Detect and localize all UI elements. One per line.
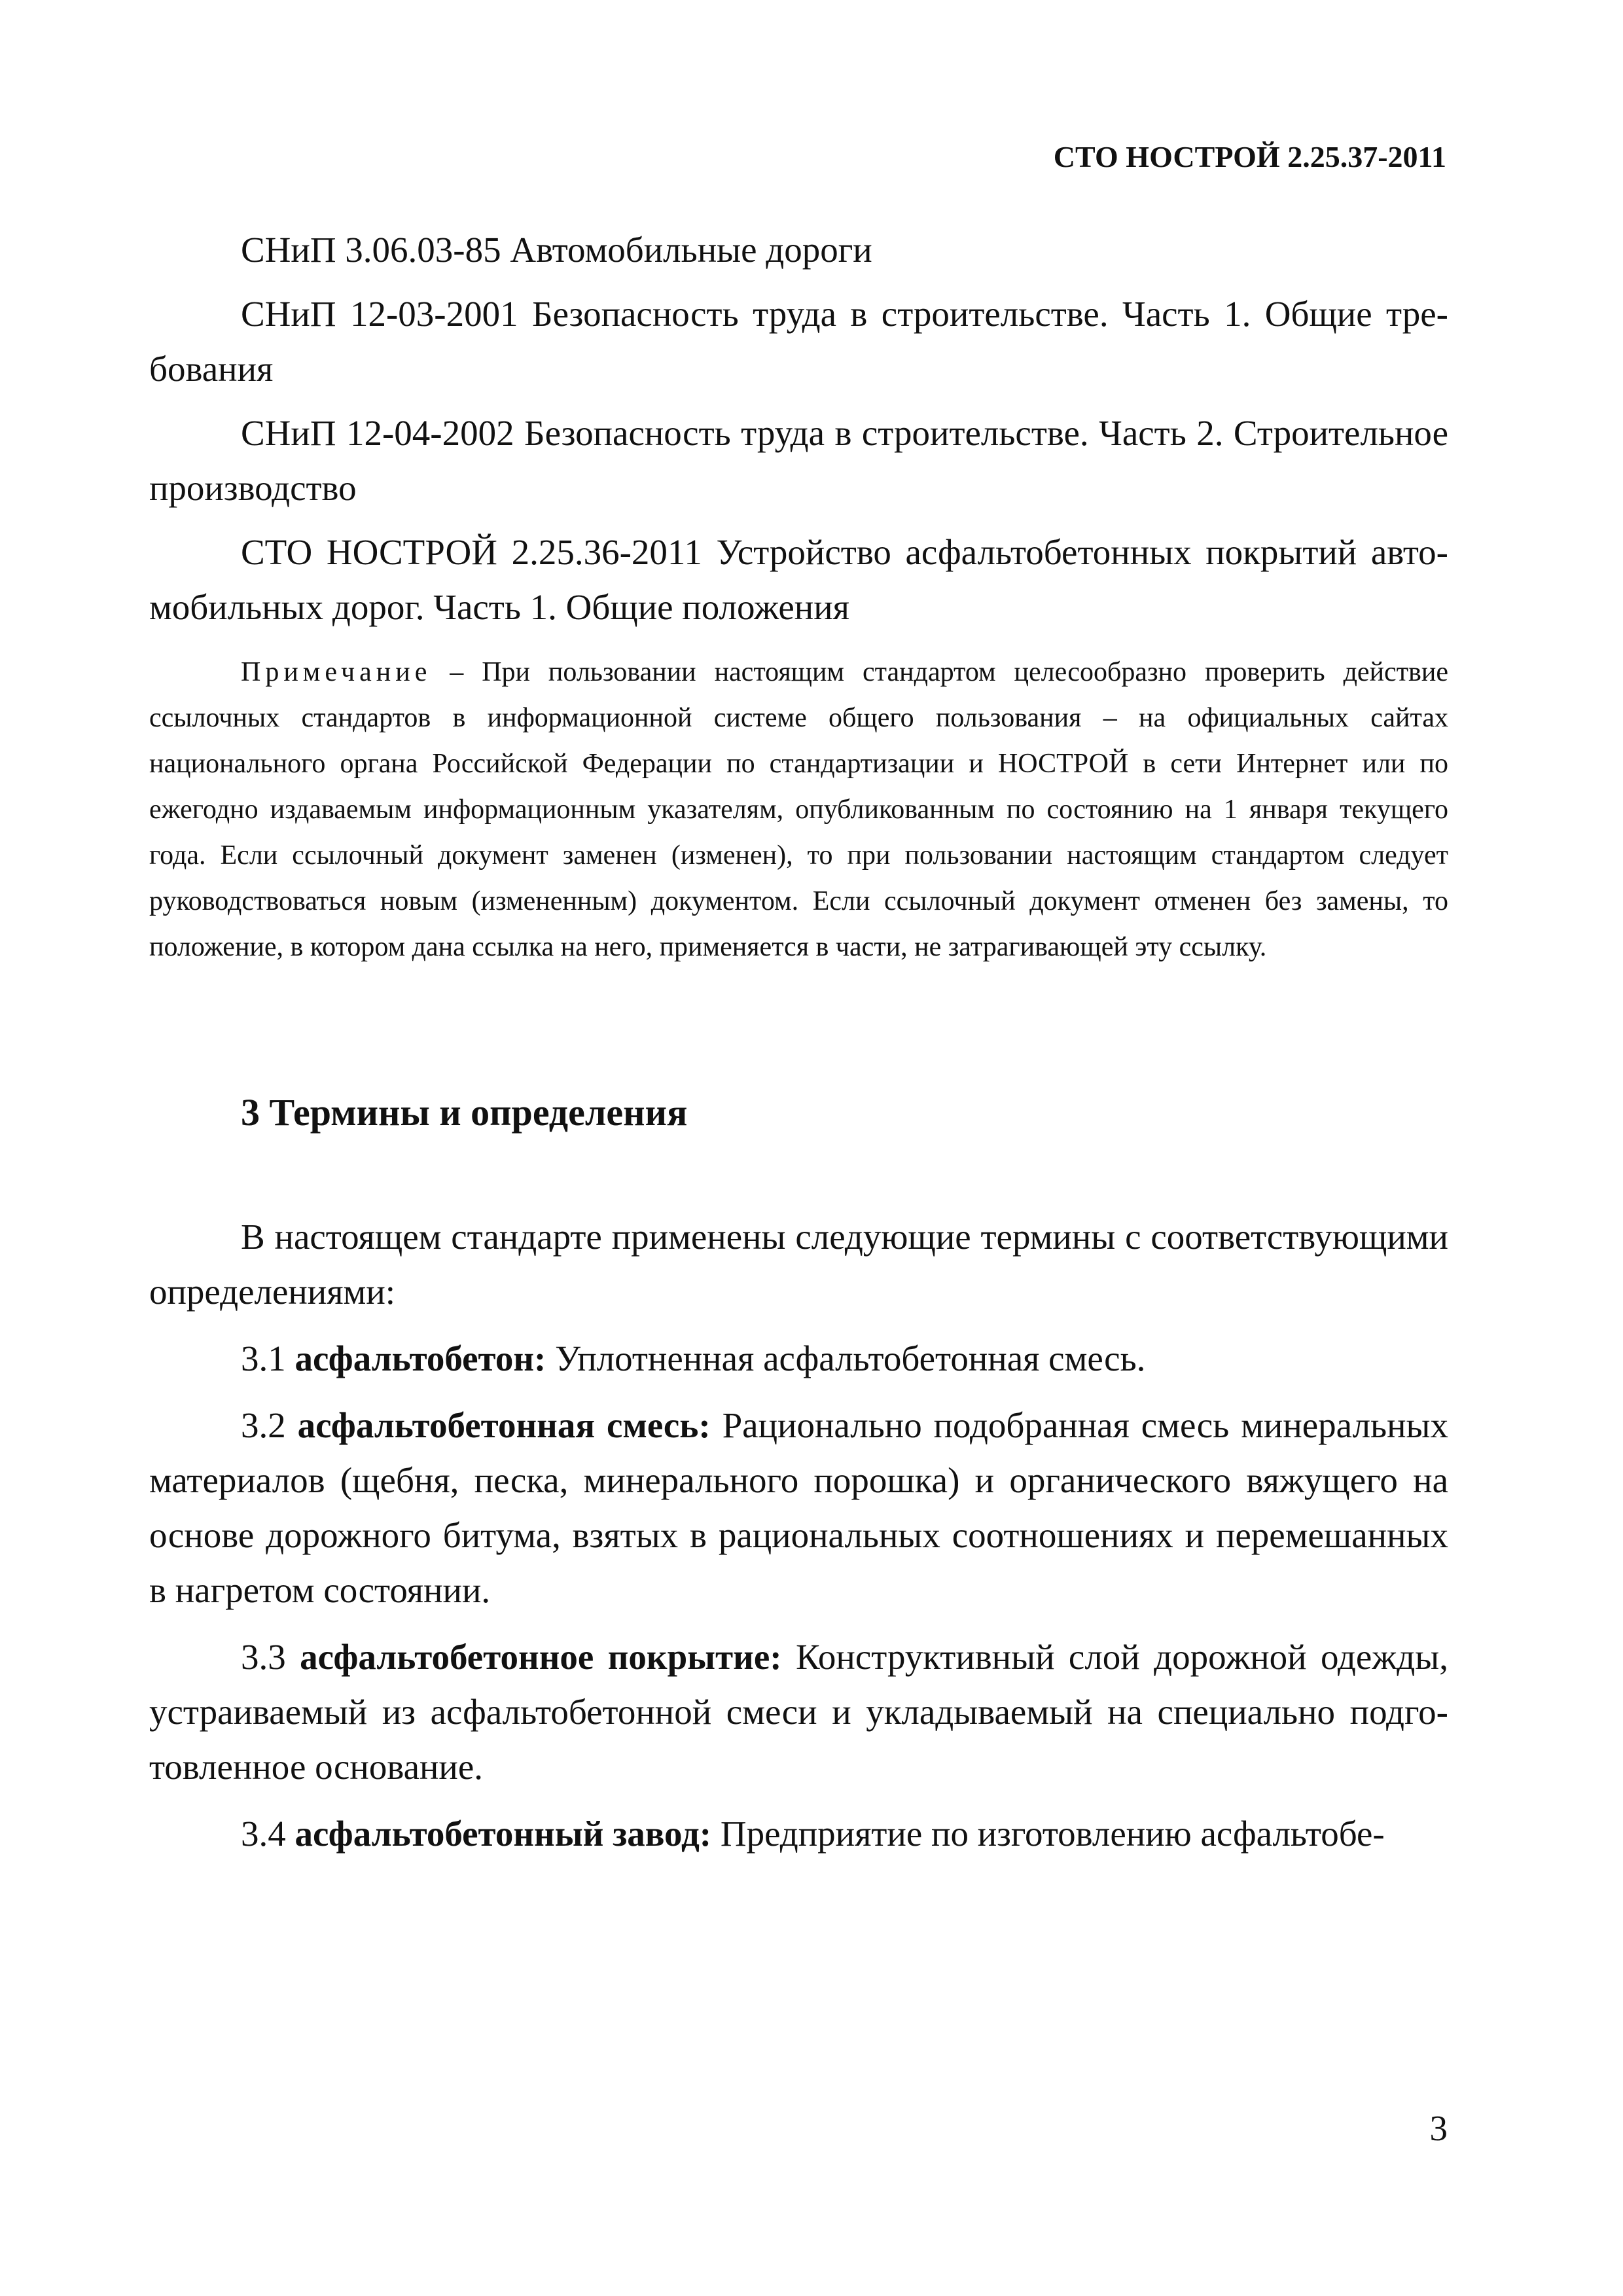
term-name: асфальтобетонный завод: <box>294 1814 712 1854</box>
page-content <box>149 223 1448 1873</box>
term-number: 3.1 <box>241 1338 295 1378</box>
section-intro: В настоящем стандарте применены следующие термины с соответствующими определениями: <box>149 1217 1448 1312</box>
reference-item: СТО НОСТРОЙ 2.25.36-2011 Устройство асфальтобетонных покрытий автомобильных дорог. Часть 1. Общие положения <box>149 532 1448 627</box>
term-number: 3.2 <box>241 1405 298 1445</box>
term-number: 3.4 <box>241 1814 295 1854</box>
term-text: Уплотненная асфальтобетонная смесь. <box>546 1338 1146 1378</box>
reference-item: СНиП 12-04-2002 Безопасность труда в строительстве. Часть 2. Строительное производство <box>149 413 1448 508</box>
term-text: Рационально подобранная смесь минеральных материалов (щебня, песка, минерального порошка) и органического вяжущего на основе дорожного битума, взятых в рациональных соотношениях и перемешанных в нагретом состоянии. <box>149 1405 1448 1610</box>
reference-item: СНиП 12-03-2001 Безопасность труда в строительстве. Часть 1. Общие требования <box>149 294 1448 389</box>
term-text: Конструктивный слой дорожной одежды, устраиваемый из асфальтобетонной смеси и укладываемый на специально подготовленное основание. <box>149 1637 1448 1787</box>
term-text: Предприятие по изготовлению асфальтобе- <box>711 1814 1385 1854</box>
reference-item: СНиП 3.06.03-85 Автомобильные дороги <box>241 230 872 270</box>
page-number: 3 <box>1429 2108 1448 2148</box>
note-text: – При пользовании настоящим стандартом целесообразно проверить действие ссылочных стандартов в информационной системе общего пользования – на официальных сайтах национального органа Российской Федерации по стандартизации и НОСТРОЙ в сети Интернет или по ежегодно издаваемым информационным указателям, опубликованным по состоянию на 1 января текущего года. Если ссылочный документ заменен (изменен), то при пользовании настоящим стандартом следует руководствоваться новым (измененным) документом. Если ссылочный документ отменен без замены, то положение, в котором дана ссылка на него, применяется в части, не затрагивающей эту ссылку. <box>149 657 1448 962</box>
term-name: асфальтобетонная смесь: <box>297 1405 711 1445</box>
document-code-header: СТО НОСТРОЙ 2.25.37-2011 <box>1053 140 1446 173</box>
term-name: асфальтобетон: <box>294 1338 546 1378</box>
note-label: Примечание <box>241 657 432 687</box>
section-title: 3 Термины и определения <box>241 1091 688 1134</box>
term-definition <box>149 1630 1448 1795</box>
term-number: 3.3 <box>241 1637 300 1677</box>
term-definition <box>149 1806 1448 1861</box>
term-definition <box>149 1398 1448 1618</box>
term-definition <box>149 1331 1448 1386</box>
term-name: асфальтобетонное покрытие: <box>300 1637 782 1677</box>
reference-note <box>149 649 1448 970</box>
